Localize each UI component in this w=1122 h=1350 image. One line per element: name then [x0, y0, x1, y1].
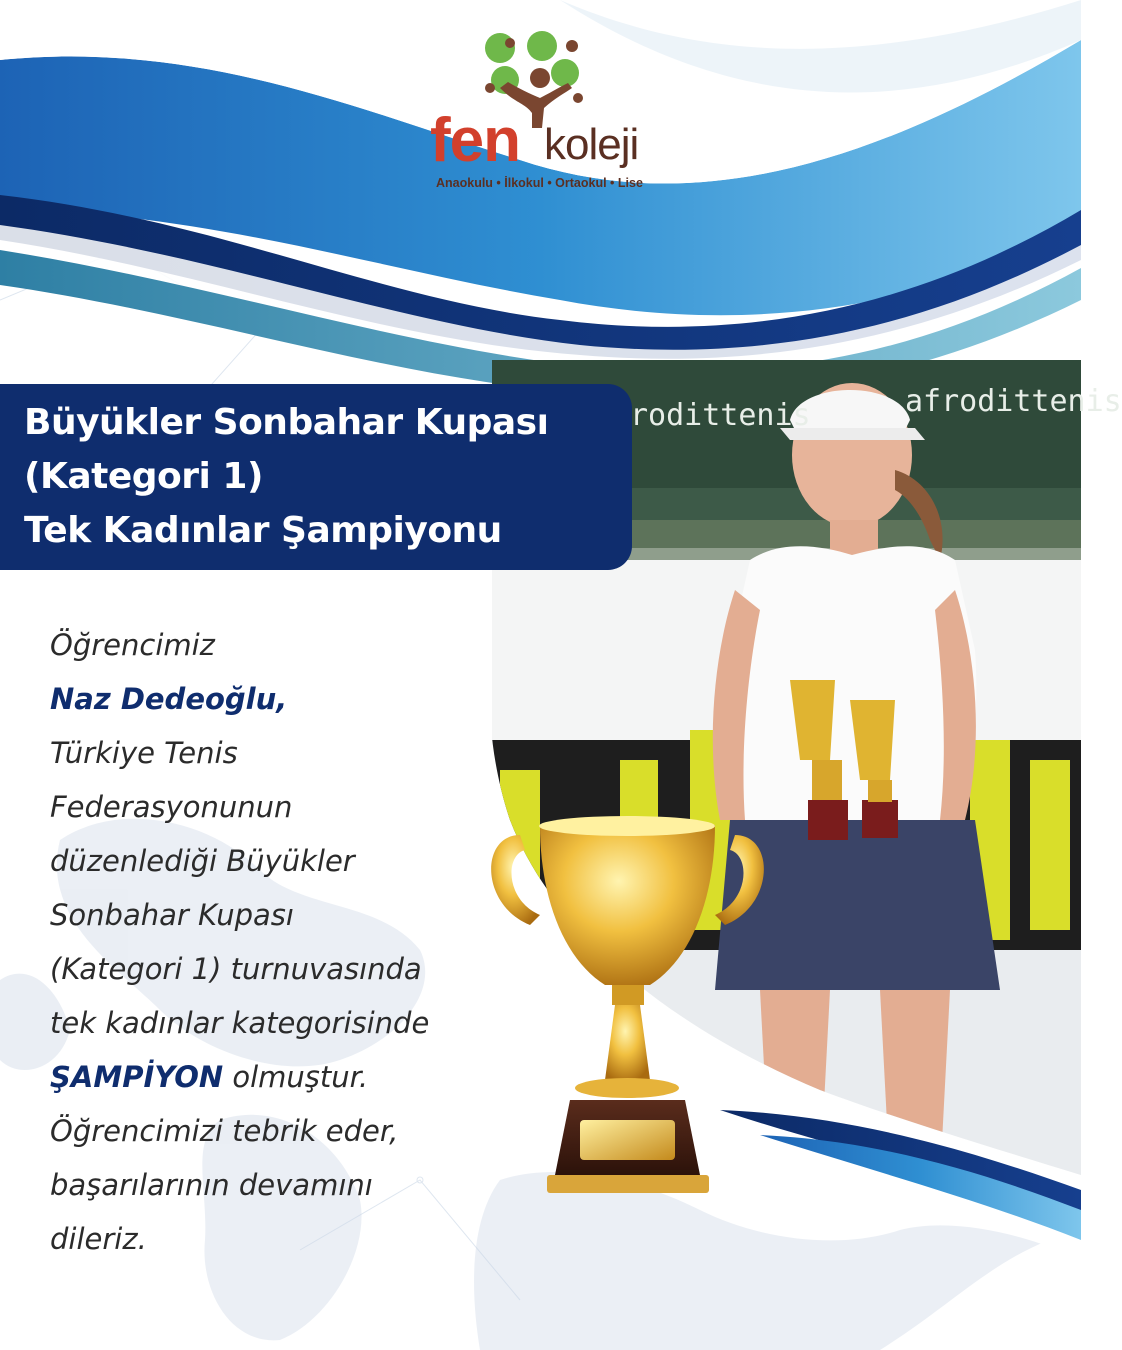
body-line-3: Türkiye Tenis [50, 736, 238, 770]
body-line-8: tek kadınlar kategorisinde [50, 1006, 430, 1040]
body-line-11: başarılarının devamını [50, 1168, 373, 1202]
logo-text-koleji: koleji [544, 120, 639, 169]
body-line-1: Öğrencimiz [50, 628, 215, 662]
title-line-3: Tek Kadınlar Şampiyonu [24, 510, 502, 551]
announcement-text [50, 618, 510, 1266]
logo-tagline: Anaokulu • İlkokul • Ortaokul • Lise [436, 176, 643, 190]
body-line-6: Sonbahar Kupası [50, 898, 294, 932]
banner-text-left: rodittenis [630, 398, 811, 433]
body-line-4: Federasyonunun [50, 790, 293, 824]
school-logo [420, 28, 660, 198]
body-line-5: düzenlediği Büyükler [50, 844, 355, 878]
body-line-12: dileriz. [50, 1222, 147, 1256]
student-name: Naz Dedeoğlu, [50, 682, 288, 716]
body-line-9 [50, 1050, 510, 1104]
banner-text-right: afrodittenis [905, 384, 1122, 419]
body-line-7: (Kategori 1) turnuvasında [50, 952, 422, 986]
body-line-9-rest: olmuştur. [223, 1060, 369, 1094]
logo-text-fen: fen [430, 106, 520, 175]
champion-highlight: ŞAMPİYON [50, 1060, 224, 1094]
title-line-2: (Kategori 1) [24, 456, 263, 497]
title-banner [0, 384, 632, 570]
body-line-10: Öğrencimizi tebrik eder, [50, 1114, 399, 1148]
title-line-1: Büyükler Sonbahar Kupası [24, 402, 549, 443]
